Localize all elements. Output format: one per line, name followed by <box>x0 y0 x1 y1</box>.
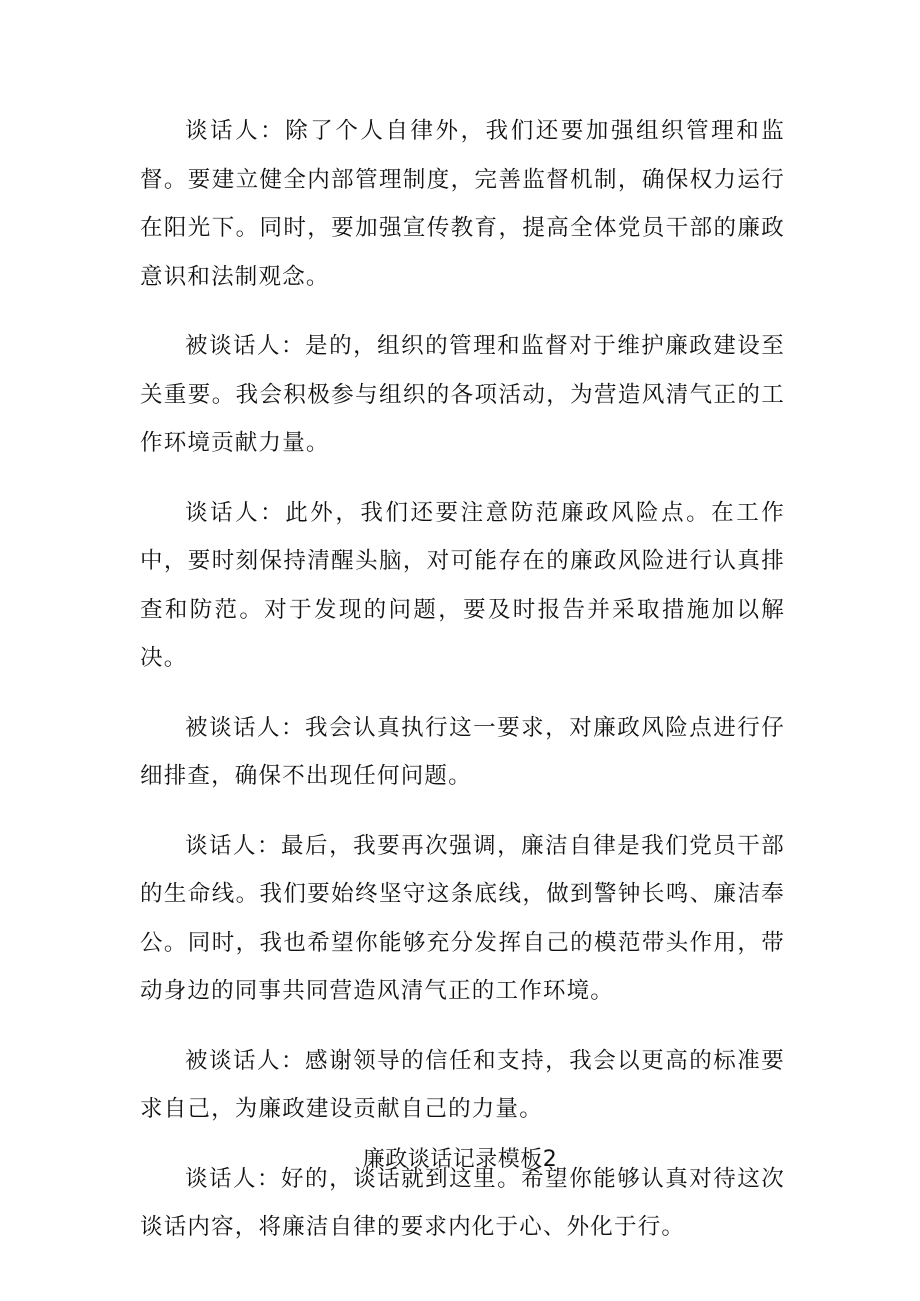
section-heading: 廉政谈话记录模板2 <box>362 1147 558 1172</box>
paragraph: 谈话人：好的，谈话就到这里。希望你能够认真对待这次谈话内容，将廉洁自律的要求内化于心、外化于行。 <box>140 1165 785 1240</box>
paragraph: 被谈话人：我会认真执行这一要求，对廉政风险点进行仔细排查，确保不出现任何问题。 <box>140 714 785 789</box>
document-body <box>140 107 785 1273</box>
paragraph: 被谈话人：感谢领导的信任和支持，我会以更高的标准要求自己，为廉政建设贡献自己的力量。 <box>140 1047 785 1122</box>
paragraph: 被谈话人：是的，组织的管理和监督对于维护廉政建设至关重要。我会积极参与组织的各项活动，为营造风清气正的工作环境贡献力量。 <box>140 333 785 456</box>
paragraph: 谈话人：最后，我要再次强调，廉洁自律是我们党员干部的生命线。我们要始终坚守这条底线，做到警钟长鸣、廉洁奉公。同时，我也希望你能够充分发挥自己的模范带头作用，带动身边的同事共同营造风清气正的工作环境。 <box>140 832 785 1004</box>
paragraph: 谈话人：除了个人自律外，我们还要加强组织管理和监督。要建立健全内部管理制度，完善监督机制，确保权力运行在阳光下。同时，要加强宣传教育，提高全体党员干部的廉政意识和法制观念。 <box>140 118 785 290</box>
paragraph: 谈话人：此外，我们还要注意防范廉政风险点。在工作中，要时刻保持清醒头脑，对可能存在的廉政风险进行认真排查和防范。对于发现的问题，要及时报告并采取措施加以解决。 <box>140 499 785 671</box>
